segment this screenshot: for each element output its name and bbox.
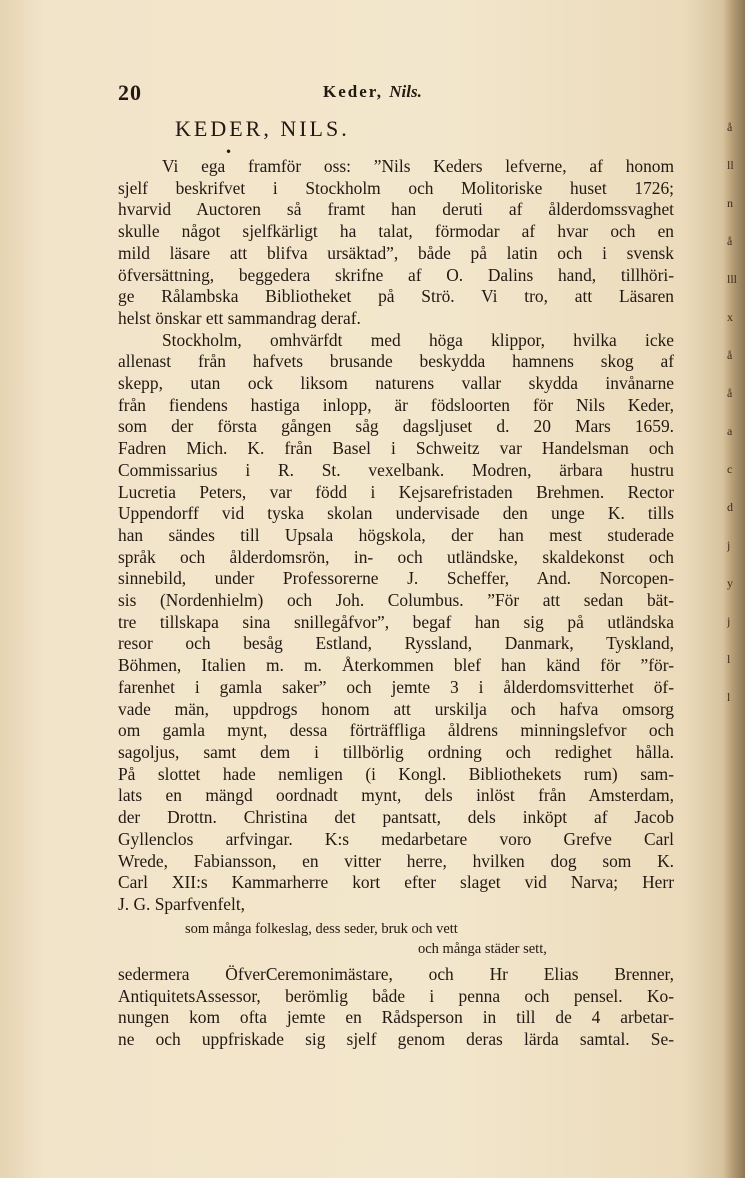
margin-fragment: l: [727, 652, 731, 666]
text-line: nungen kom ofta jemte en Rådsperson in till de 4 arbetar-: [118, 1007, 674, 1028]
margin-fragment: lll: [727, 272, 738, 286]
body-text: [118, 156, 674, 916]
text-line: sis (Nordenhielm) och Joh. Columbus. ”För att sedan bät-: [118, 590, 674, 611]
text-line: Carl XII:s Kammarherre kort efter slaget vid Narva; Herr: [118, 872, 674, 893]
text-line: Vi ega framför oss: ”Nils Keders lefverne, af honom: [162, 156, 674, 176]
text-line: tre tillskapa sina snillegåfvor”, begaf han sig på utländska: [118, 611, 674, 632]
text-line: På slottet hade nemligen (i Kongl. Bibliothekets rum) sam-: [118, 763, 674, 784]
text-line: öfversättning, beggedera skrifne af O. Dalins hand, tillhöri-: [118, 264, 674, 285]
margin-fragment: å: [727, 234, 733, 248]
text-line: mild läsare att blifva ursäktad”, både på latin och i svensk: [118, 242, 674, 263]
text-line: Lucretia Peters, var född i Kejsarefristaden Brehmen. Rector: [118, 481, 674, 502]
text-line: Wrede, Fabiansson, en vitter herre, hvilken dog som K.: [118, 850, 674, 871]
text-line: sinnebild, under Professorerne J. Scheffer, And. Norcopen-: [118, 568, 674, 589]
margin-fragment: x: [727, 310, 733, 324]
text-line: AntiquitetsAssessor, berömlig både i penna och pensel. Ko-: [118, 985, 674, 1006]
text-line: Uppendorff vid tyska skolan undervisade den unge K. tills: [118, 503, 674, 524]
verse-line-1: som många folkeslag, dess seder, bruk och vett: [185, 921, 458, 937]
text-line: helst önskar ett sammandrag deraf.: [118, 307, 361, 328]
page-header: [118, 80, 678, 108]
text-line: vade män, uppdrogs honom att urskilja och hafva omsorg: [118, 698, 674, 719]
text-line: der Drottn. Christina det pantsatt, dels inköpt af Jacob: [118, 807, 674, 828]
text-line: han sändes till Upsala högskola, der han mest studerade: [118, 524, 674, 545]
text-line: språk och ålderdomsrön, in- och utländske, skaldekonst och: [118, 546, 674, 567]
text-line: Gyllenclos arfvingar. K:s medarbetare voro Grefve Carl: [118, 828, 674, 849]
page-number: 20: [118, 80, 142, 105]
text-line: Commissarius i R. St. vexelbank. Modren, ärbara hustru: [118, 459, 674, 480]
margin-fragment: å: [727, 386, 733, 400]
text-line: sjelf beskrifvet i Stockholm och Molitoriske huset 1726;: [118, 177, 674, 198]
running-head-name: Keder,: [323, 82, 384, 101]
running-head-first: Nils.: [389, 82, 422, 101]
text-line: allenast från hafvets brusande beskydda hamnens skog af: [118, 351, 674, 372]
text-line: sedermera ÖfverCeremonimästare, och Hr Elias Brenner,: [118, 964, 674, 984]
margin-fragment: å: [727, 120, 733, 134]
entry-title: KEDER, NILS.: [175, 116, 350, 141]
margin-fragment: c: [727, 462, 733, 476]
text-line: Fadren Mich. K. från Basel i Schweitz var Handelsman och: [118, 438, 674, 459]
margin-fragment: å: [727, 348, 733, 362]
text-line: resor och besåg Estland, Ryssland, Danmark, Tyskland,: [118, 633, 674, 654]
margin-fragment: y: [727, 576, 733, 590]
margin-fragment: a: [727, 424, 733, 438]
facing-page-fragments: [727, 120, 743, 1020]
text-line: som der första gången såg dagsljuset d. 20 Mars 1659.: [118, 416, 674, 437]
margin-fragment: j: [727, 538, 731, 552]
margin-fragment: l: [727, 690, 731, 704]
text-line: hvarvid Auctoren så framt han deruti af ålderdomssvaghet: [118, 199, 674, 220]
text-line: ne och uppfriskade sig sjelf genom deras lärda samtal. Se-: [118, 1029, 674, 1050]
text-line: ge Rålambska Bibliotheket på Strö. Vi tro, att Läsaren: [118, 286, 674, 307]
margin-fragment: ll: [727, 158, 734, 172]
margin-fragment: d: [727, 500, 733, 514]
text-line: från fiendens hastiga inlopp, är födsloorten för Nils Keder,: [118, 394, 674, 415]
text-line: sagoljus, samt dem i tillbörlig ordning och redighet hålla.: [118, 741, 674, 762]
text-line: lats en mängd oordnadt mynt, dels inlöst från Amsterdam,: [118, 785, 674, 806]
text-line: Böhmen, Italien m. m. Återkommen blef han känd för ”för-: [118, 655, 674, 676]
verse-line-2: och många städer sett,: [418, 941, 547, 957]
text-line: skulle något sjelfkärligt ha talat, förmodar af hvar och en: [118, 221, 674, 242]
running-head: [323, 82, 422, 102]
text-line: Stockholm, omhvärfdt med höga klippor, hvilka icke: [162, 329, 674, 350]
text-line: skepp, utan ock liksom naturens vallar skydda invånarne: [118, 373, 674, 394]
text-line: J. G. Sparfvenfelt,: [118, 893, 246, 914]
text-line: farenhet i gamla saker” och jemte 3 i ålderdomsvitterhet öf-: [118, 676, 674, 697]
ornament: •: [225, 145, 233, 159]
margin-fragment: n: [727, 196, 733, 210]
margin-fragment: j: [727, 614, 731, 628]
text-line: om gamla mynt, dessa förträffliga åldrens minningslefvor och: [118, 720, 674, 741]
body-text-continued: [118, 964, 674, 1051]
